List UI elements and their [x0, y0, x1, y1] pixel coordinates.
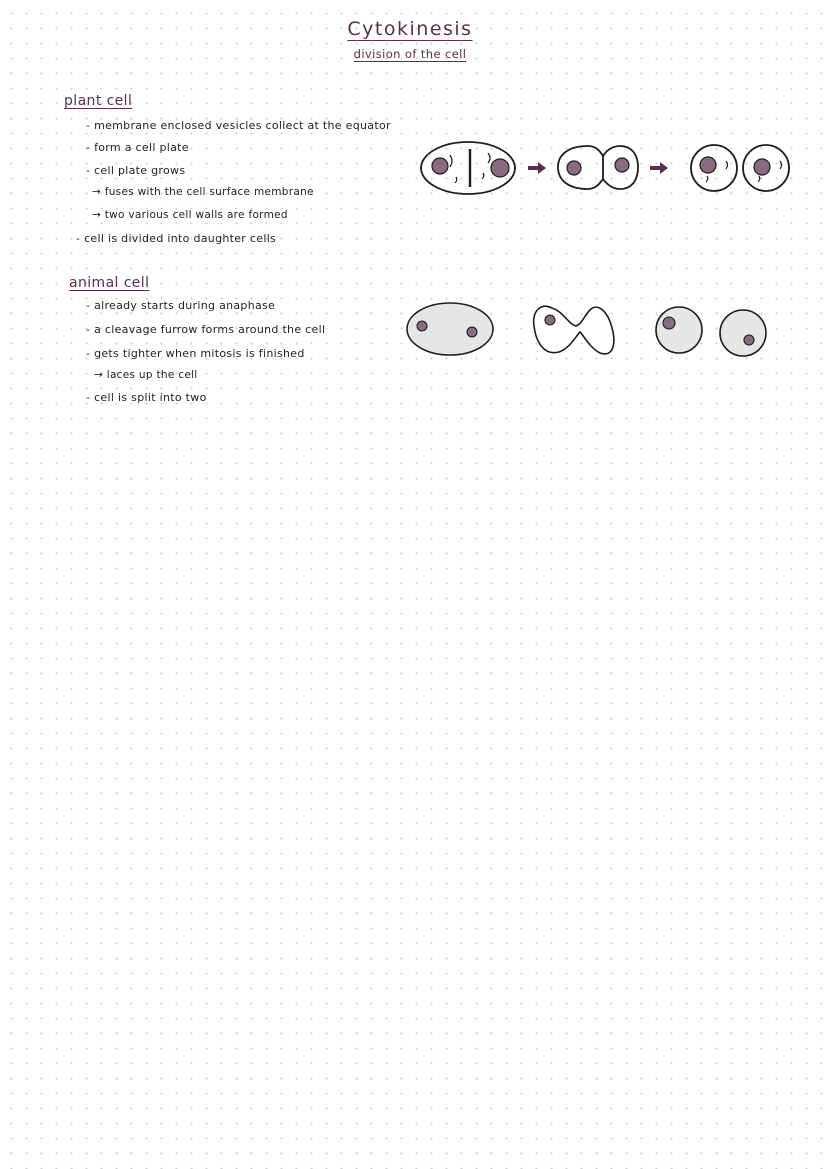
nucleus-icon [491, 159, 509, 177]
page-title: Cytokinesis [347, 18, 473, 40]
plant-line-3: - cell plate grows [86, 164, 186, 177]
nucleus-icon [744, 335, 754, 345]
nucleus-icon [567, 161, 581, 175]
animal-cell-diagram [404, 298, 774, 363]
plant-line-6: - cell is divided into daughter cells [76, 232, 277, 245]
nucleus-icon [754, 159, 770, 175]
nucleus-icon [432, 158, 448, 174]
page-subtitle: division of the cell [353, 47, 467, 61]
animal-cell-heading: animal cell [69, 275, 150, 291]
animal-line-4: → laces up the cell [94, 369, 198, 381]
animal-line-2: - a cleavage furrow forms around the cell [86, 323, 326, 336]
plant-line-2: - form a cell plate [86, 141, 189, 154]
arrow-right-icon [528, 162, 546, 174]
animal-cell-stage2 [534, 306, 614, 354]
plant-line-5: → two various cell walls are formed [92, 209, 288, 221]
nucleus-icon [663, 317, 675, 329]
nucleus-icon [700, 157, 716, 173]
animal-line-3: - gets tighter when mitosis is finished [86, 347, 305, 360]
nucleus-icon [615, 158, 629, 172]
plant-line-1: - membrane enclosed vesicles collect at the equator [86, 119, 391, 132]
plant-cell-diagram [418, 135, 798, 200]
animal-daughter-cell-2 [720, 310, 766, 356]
arrow-right-icon [650, 162, 668, 174]
nucleus-icon [467, 327, 477, 337]
animal-line-5: - cell is split into two [86, 391, 207, 404]
animal-daughter-cell-1 [656, 307, 702, 353]
plant-cell-heading: plant cell [64, 93, 133, 109]
animal-line-1: - already starts during anaphase [86, 299, 276, 312]
nucleus-icon [545, 315, 555, 325]
plant-line-4: → fuses with the cell surface membrane [92, 186, 314, 198]
nucleus-icon [417, 321, 427, 331]
